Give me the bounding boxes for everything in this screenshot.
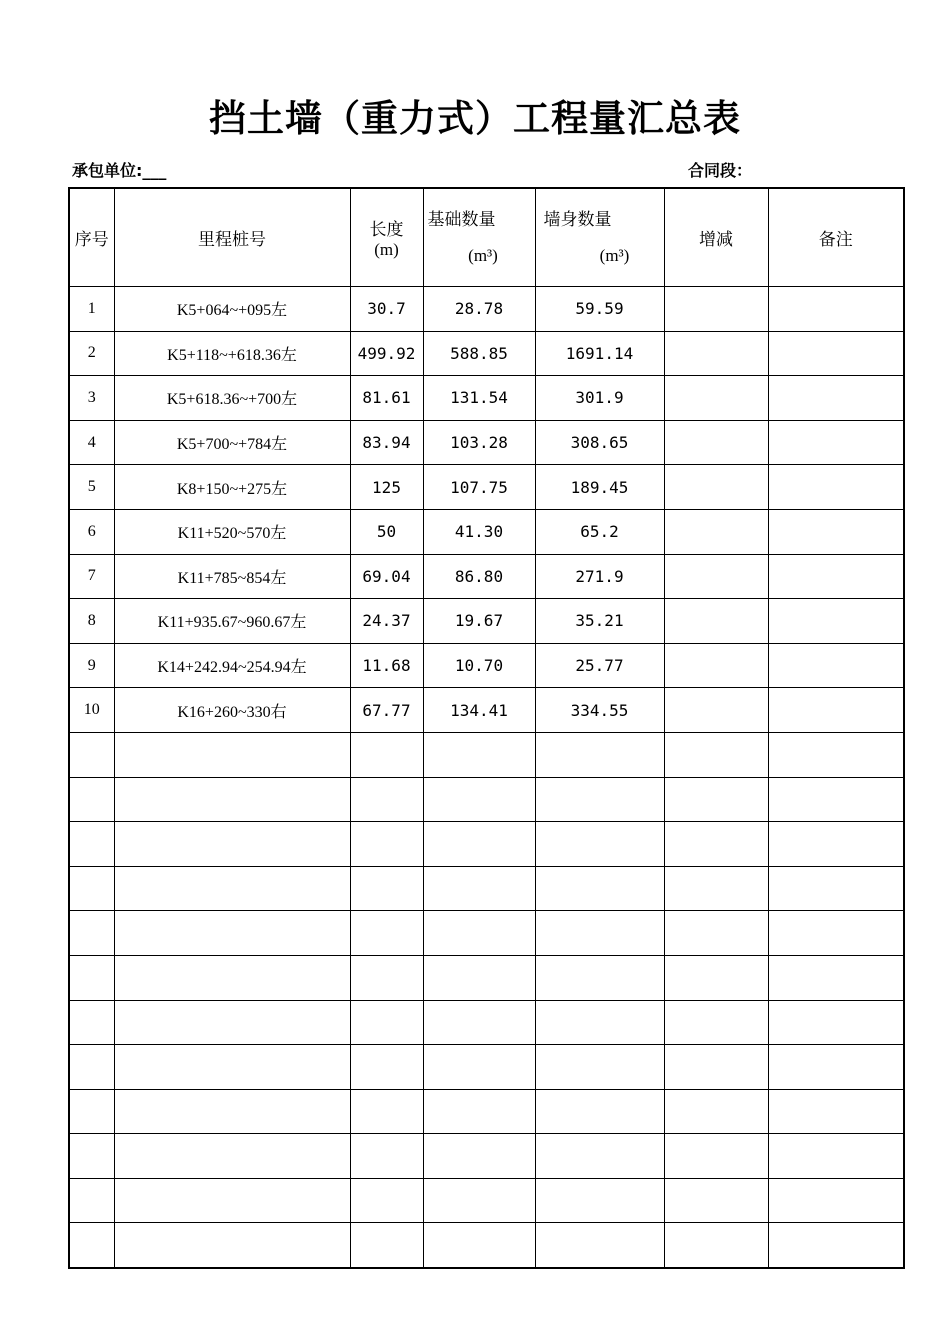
foundation-cell: 588.85 [423, 331, 535, 376]
station-value: K11+935.67~960.67 [157, 614, 291, 632]
table-row [69, 420, 904, 465]
station-cell [114, 732, 350, 777]
station-value: K11+520~570 [177, 525, 271, 543]
remark-cell [768, 777, 904, 822]
wall-cell: 25.77 [535, 643, 664, 688]
wall-cell: 301.9 [535, 376, 664, 421]
station-value: K14+242.94~254.94 [157, 659, 291, 677]
station-value: K11+785~854 [177, 569, 271, 587]
remark-cell [768, 1045, 904, 1090]
foundation-cell [423, 1000, 535, 1045]
foundation-cell: 19.67 [423, 599, 535, 644]
table-row [69, 1223, 904, 1268]
table-row [69, 777, 904, 822]
table-row [69, 688, 904, 733]
wall-cell [535, 866, 664, 911]
length-cell [350, 822, 423, 867]
remark-cell [768, 331, 904, 376]
change-cell [664, 955, 768, 1000]
length-cell [350, 866, 423, 911]
foundation-cell [423, 777, 535, 822]
station-cell [114, 376, 350, 421]
table-row [69, 376, 904, 421]
change-cell [664, 1089, 768, 1134]
header-length-unit: (m) [374, 240, 399, 259]
change-cell [664, 376, 768, 421]
contract-section-label: 合同段： [688, 161, 753, 180]
foundation-cell [423, 911, 535, 956]
length-cell [350, 1134, 423, 1179]
foundation-cell [423, 1223, 535, 1268]
foundation-cell: 28.78 [423, 287, 535, 332]
seq-cell [69, 866, 114, 911]
side-value: 左 [280, 344, 297, 364]
table-row [69, 331, 904, 376]
table-row [69, 1045, 904, 1090]
foundation-cell [423, 1134, 535, 1179]
header-station: 里程桩号 [114, 188, 350, 287]
remark-cell [768, 509, 904, 554]
length-cell [350, 777, 423, 822]
length-cell: 11.68 [350, 643, 423, 688]
table-row [69, 822, 904, 867]
change-cell [664, 777, 768, 822]
wall-cell [535, 777, 664, 822]
foundation-cell [423, 1089, 535, 1134]
seq-cell [69, 822, 114, 867]
change-cell [664, 643, 768, 688]
table-row [69, 911, 904, 956]
seq-cell [69, 1089, 114, 1134]
station-value: K16+260~330 [177, 703, 271, 721]
remark-cell [768, 465, 904, 510]
length-cell: 50 [350, 509, 423, 554]
remark-cell [768, 1178, 904, 1223]
header-wall-label: 墙身数量 [543, 210, 612, 230]
table-header-row [69, 188, 904, 287]
length-cell: 83.94 [350, 420, 423, 465]
wall-cell [535, 1178, 664, 1223]
length-cell: 125 [350, 465, 423, 510]
side-value: 左 [270, 567, 287, 587]
length-cell [350, 1045, 423, 1090]
length-cell [350, 1223, 423, 1268]
wall-cell: 1691.14 [535, 331, 664, 376]
seq-cell [69, 1134, 114, 1179]
station-cell [114, 955, 350, 1000]
table-row [69, 465, 904, 510]
side-value: 左 [281, 389, 298, 409]
seq-cell [69, 1178, 114, 1223]
table-row [69, 554, 904, 599]
station-cell [114, 287, 350, 332]
seq-cell: 7 [69, 554, 114, 599]
change-cell [664, 1000, 768, 1045]
remark-cell [768, 643, 904, 688]
seq-cell: 8 [69, 599, 114, 644]
wall-cell: 271.9 [535, 554, 664, 599]
remark-cell [768, 911, 904, 956]
foundation-cell [423, 732, 535, 777]
side-value: 左 [271, 300, 288, 320]
change-cell [664, 465, 768, 510]
station-cell [114, 1178, 350, 1223]
remark-cell [768, 1223, 904, 1268]
seq-cell: 1 [69, 287, 114, 332]
station-cell [114, 509, 350, 554]
table-row [69, 643, 904, 688]
table-row [69, 732, 904, 777]
side-value: 左 [290, 657, 307, 677]
remark-cell [768, 554, 904, 599]
seq-cell: 2 [69, 331, 114, 376]
seq-cell: 10 [69, 688, 114, 733]
station-cell [114, 643, 350, 688]
header-foundation-unit: (m³) [468, 246, 498, 265]
change-cell [664, 331, 768, 376]
table-row [69, 955, 904, 1000]
change-cell [664, 1134, 768, 1179]
table-row [69, 866, 904, 911]
table-row [69, 509, 904, 554]
remark-cell [768, 420, 904, 465]
seq-cell [69, 911, 114, 956]
side-value: 左 [270, 523, 287, 543]
station-cell [114, 1089, 350, 1134]
length-cell [350, 1089, 423, 1134]
wall-cell [535, 822, 664, 867]
foundation-cell [423, 866, 535, 911]
length-cell [350, 955, 423, 1000]
remark-cell [768, 732, 904, 777]
header-seq: 序号 [69, 188, 114, 287]
header-change: 增减 [664, 188, 768, 287]
seq-cell [69, 732, 114, 777]
wall-cell: 65.2 [535, 509, 664, 554]
remark-cell [768, 376, 904, 421]
seq-cell [69, 1045, 114, 1090]
wall-cell [535, 1000, 664, 1045]
foundation-cell [423, 1178, 535, 1223]
side-value: 左 [271, 478, 288, 498]
station-cell [114, 554, 350, 599]
length-cell: 81.61 [350, 376, 423, 421]
wall-cell: 59.59 [535, 287, 664, 332]
wall-cell: 334.55 [535, 688, 664, 733]
station-cell [114, 911, 350, 956]
remark-cell [768, 599, 904, 644]
wall-cell [535, 732, 664, 777]
remark-cell [768, 1089, 904, 1134]
side-value: 左 [271, 434, 288, 454]
change-cell [664, 911, 768, 956]
table-row [69, 1089, 904, 1134]
table-row [69, 1000, 904, 1045]
foundation-cell: 41.30 [423, 509, 535, 554]
header-wall [535, 188, 664, 287]
contractor-label: 承包单位:___ [72, 161, 167, 180]
length-cell [350, 1178, 423, 1223]
change-cell [664, 688, 768, 733]
change-cell [664, 822, 768, 867]
remark-cell [768, 1134, 904, 1179]
header-foundation [423, 188, 535, 287]
change-cell [664, 509, 768, 554]
seq-cell: 6 [69, 509, 114, 554]
change-cell [664, 599, 768, 644]
station-cell [114, 465, 350, 510]
remark-cell [768, 287, 904, 332]
station-cell [114, 688, 350, 733]
wall-cell [535, 1134, 664, 1179]
length-cell [350, 911, 423, 956]
seq-cell: 3 [69, 376, 114, 421]
foundation-cell: 103.28 [423, 420, 535, 465]
length-cell: 67.77 [350, 688, 423, 733]
side-value: 左 [290, 612, 307, 632]
station-cell [114, 866, 350, 911]
change-cell [664, 866, 768, 911]
wall-cell: 35.21 [535, 599, 664, 644]
header-length-label: 长度 [369, 220, 404, 240]
station-cell [114, 777, 350, 822]
remark-cell [768, 822, 904, 867]
station-cell [114, 1045, 350, 1090]
seq-cell [69, 955, 114, 1000]
foundation-cell: 10.70 [423, 643, 535, 688]
length-cell [350, 1000, 423, 1045]
wall-cell [535, 911, 664, 956]
station-cell [114, 420, 350, 465]
wall-cell: 308.65 [535, 420, 664, 465]
change-cell [664, 1045, 768, 1090]
seq-cell: 5 [69, 465, 114, 510]
foundation-cell [423, 1045, 535, 1090]
side-value: 右 [270, 701, 287, 721]
table-row [69, 599, 904, 644]
page-title: 挡土墙（重力式）工程量汇总表 [209, 97, 741, 140]
station-value: K5+700~+784 [176, 436, 272, 454]
change-cell [664, 420, 768, 465]
wall-cell [535, 955, 664, 1000]
remark-cell [768, 1000, 904, 1045]
seq-cell [69, 777, 114, 822]
length-cell: 30.7 [350, 287, 423, 332]
wall-cell [535, 1089, 664, 1134]
seq-cell [69, 1223, 114, 1268]
change-cell [664, 287, 768, 332]
table-row [69, 1134, 904, 1179]
seq-cell: 4 [69, 420, 114, 465]
foundation-cell: 86.80 [423, 554, 535, 599]
length-cell [350, 732, 423, 777]
seq-cell: 9 [69, 643, 114, 688]
header-wall-unit: (m³) [599, 246, 630, 265]
length-cell: 24.37 [350, 599, 423, 644]
station-cell [114, 822, 350, 867]
station-cell [114, 1223, 350, 1268]
station-cell [114, 1134, 350, 1179]
quantity-summary-table [68, 187, 905, 1269]
station-cell [114, 331, 350, 376]
remark-cell [768, 955, 904, 1000]
foundation-cell: 131.54 [423, 376, 535, 421]
change-cell [664, 1178, 768, 1223]
header-length [350, 188, 423, 287]
table-body [69, 287, 904, 1269]
station-value: K8+150~+275 [176, 480, 272, 498]
station-value: K5+118~+618.36 [167, 346, 281, 364]
change-cell [664, 1223, 768, 1268]
foundation-cell: 134.41 [423, 688, 535, 733]
foundation-cell [423, 822, 535, 867]
station-cell [114, 599, 350, 644]
remark-cell [768, 688, 904, 733]
table-row [69, 1178, 904, 1223]
wall-cell: 189.45 [535, 465, 664, 510]
station-value: K5+618.36~+700 [166, 391, 282, 409]
table-row [69, 287, 904, 332]
foundation-cell: 107.75 [423, 465, 535, 510]
foundation-cell [423, 955, 535, 1000]
change-cell [664, 732, 768, 777]
remark-cell [768, 866, 904, 911]
seq-cell [69, 1000, 114, 1045]
station-value: K5+064~+095 [176, 302, 272, 320]
station-cell [114, 1000, 350, 1045]
header-foundation-label: 基础数量 [427, 210, 496, 230]
header-remark: 备注 [768, 188, 904, 287]
wall-cell [535, 1045, 664, 1090]
length-cell: 69.04 [350, 554, 423, 599]
change-cell [664, 554, 768, 599]
length-cell: 499.92 [350, 331, 423, 376]
wall-cell [535, 1223, 664, 1268]
